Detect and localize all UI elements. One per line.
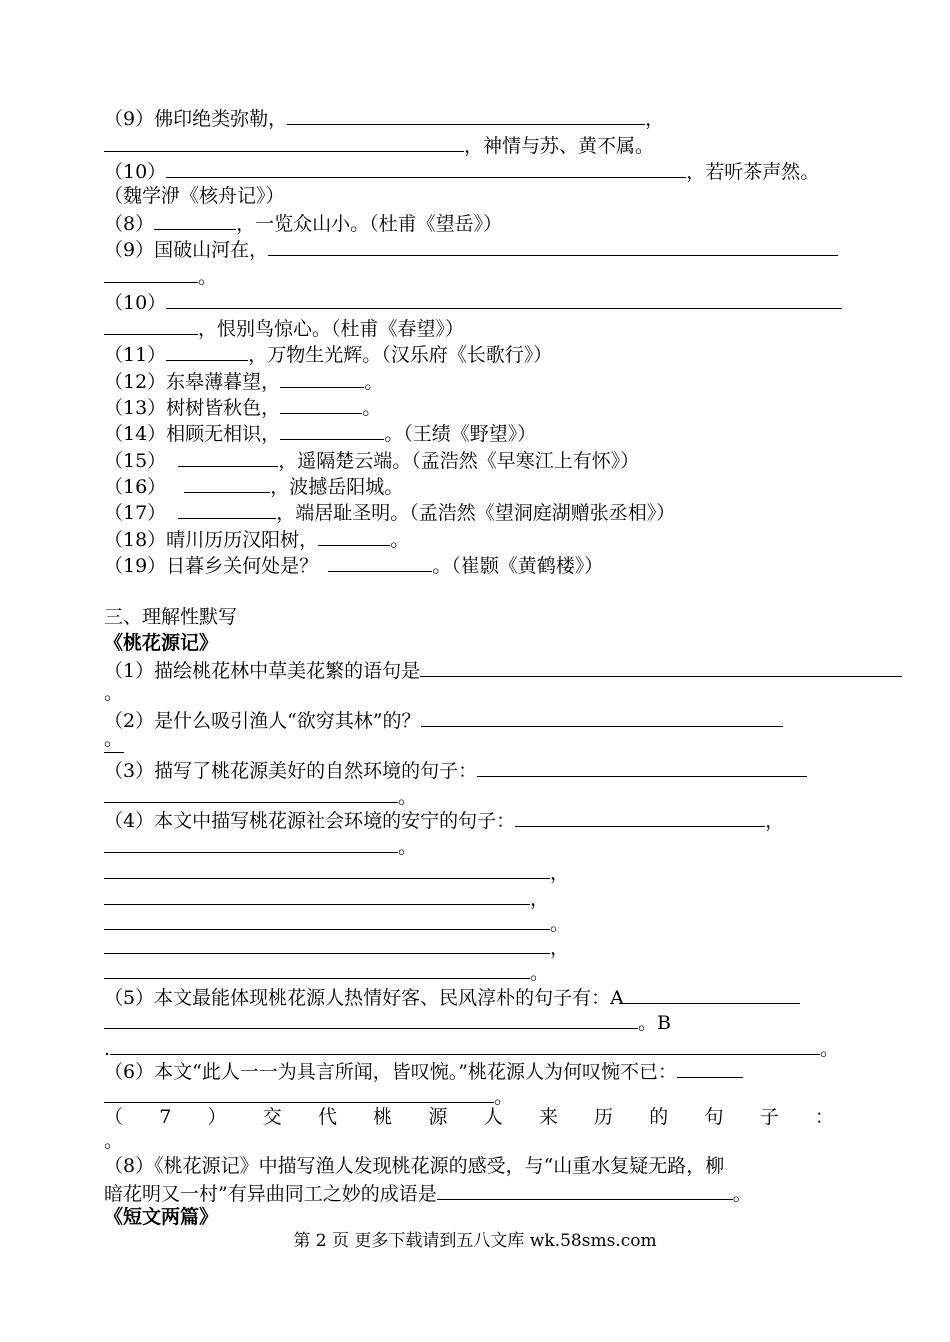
answer-line: ， <box>104 933 569 959</box>
question-7: （ 7 ） 交 代 桃 源 人 来 历 的 句 子 ： <box>104 1106 834 1128</box>
line-10-tea: （10） ，若听茶声然。 <box>104 157 819 183</box>
answer-blank[interactable] <box>437 1179 733 1200</box>
answer-blank[interactable] <box>515 806 765 827</box>
line-9-foyin: （9）佛印绝类弥勒， ， <box>104 104 664 130</box>
answer-blank[interactable] <box>166 340 248 361</box>
answer-blank[interactable] <box>421 706 783 727</box>
answer-blank[interactable] <box>166 288 842 309</box>
line-9-cont: ，神情与苏、黄不属。 <box>104 131 654 157</box>
question-5-b: 。B <box>104 1008 671 1034</box>
answer-blank[interactable] <box>104 832 398 853</box>
question-2-end <box>104 728 124 758</box>
question-6: （6）本文“此人一一为具言所闻，皆叹惋。”桃花源人为何叹惋不已： <box>104 1057 743 1083</box>
answer-blank[interactable] <box>178 446 278 467</box>
answer-blank[interactable] <box>104 958 530 979</box>
line-15: （15） ，遥隔楚云端。（孟浩然《早寒江上有怀》） <box>104 446 639 472</box>
answer-blank[interactable] <box>104 1008 638 1029</box>
question-1-end: 。 <box>104 682 124 704</box>
question-8-line1: （8）《桃花源记》中描写渔人发现桃花源的感受，与“山重水复疑无路，柳 <box>104 1155 725 1177</box>
answer-blank[interactable] <box>104 314 198 335</box>
answer-blank[interactable] <box>280 419 384 440</box>
answer-blank[interactable] <box>104 131 464 152</box>
answer-blank[interactable] <box>477 756 807 777</box>
answer-line: ， <box>104 884 549 910</box>
line-19: （19）日暮乡关何处是？ 。（崔颢《黄鹤楼》） <box>104 551 603 577</box>
line-18: （18）晴川历历汉阳树， 。 <box>104 525 409 551</box>
question-3: （3）描写了桃花源美好的自然环境的句子： <box>104 756 807 782</box>
answer-line: 。 <box>104 909 569 935</box>
answer-blank[interactable] <box>420 656 902 677</box>
answer-blank[interactable] <box>328 551 432 572</box>
source-hezhouji: （魏学洢《核舟记》） <box>104 185 285 207</box>
answer-blank[interactable] <box>104 884 530 905</box>
question-5: （5）本文最能体现桃花源人热情好客、民风淳朴的句子有：A <box>104 983 800 1009</box>
section-title: 三、理解性默写 <box>104 606 238 628</box>
question-5-cont: . 。 <box>104 1034 839 1060</box>
answer-blank[interactable] <box>184 472 270 493</box>
answer-blank[interactable] <box>280 367 364 388</box>
line-12: （12）东皋薄暮望， 。 <box>104 367 383 393</box>
answer-blank[interactable] <box>280 393 362 414</box>
answer-blank[interactable] <box>318 525 390 546</box>
answer-blank[interactable] <box>178 498 276 519</box>
subsection-duanwen: 《短文两篇》 <box>104 1206 219 1228</box>
line-8-wangyue: （8） ，一览众山小。（杜甫《望岳》） <box>104 209 502 235</box>
answer-blank[interactable] <box>624 983 800 1004</box>
answer-blank[interactable] <box>268 235 838 256</box>
line-14: （14）相顾无相识， 。（王绩《野望》） <box>104 419 536 445</box>
answer-blank[interactable] <box>104 933 550 954</box>
subsection-taohuayuanji: 《桃花源记》 <box>104 632 219 654</box>
line-10-cont: ，恨别鸟惊心。（杜甫《春望》） <box>104 314 464 340</box>
line-10-chunwang: （10） <box>104 288 842 314</box>
question-4: （4）本文中描写桃花源社会环境的安宁的句子： ， <box>104 806 784 832</box>
line-17: （17） ，端居耻圣明。（孟浩然《望洞庭湖赠张丞相》） <box>104 498 675 524</box>
line-16: （16） ，波撼岳阳城。 <box>104 472 403 498</box>
answer-line: 。 <box>104 958 549 984</box>
question-6-cont: 。 <box>104 1082 513 1108</box>
answer-blank[interactable]: 。 <box>104 732 124 753</box>
question-7-end: 。 <box>104 1130 124 1152</box>
question-1: （1）描绘桃花林中草美花繁的语句是 <box>104 656 902 682</box>
answer-blank[interactable] <box>104 1082 494 1103</box>
answer-blank[interactable] <box>104 782 398 803</box>
line-11: （11） ，万物生光辉。（汉乐府《长歌行》） <box>104 340 552 366</box>
answer-blank[interactable] <box>287 104 645 125</box>
answer-line: ， <box>104 858 569 884</box>
answer-blank[interactable] <box>104 858 550 879</box>
question-3-cont: 。 <box>104 782 417 808</box>
answer-blank[interactable] <box>166 157 686 178</box>
question-2: （2）是什么吸引渔人“欲穷其林”的？ <box>104 706 783 732</box>
line-9-cont2: 。 <box>104 262 217 288</box>
answer-blank[interactable] <box>677 1057 743 1078</box>
answer-blank[interactable] <box>104 909 550 930</box>
answer-blank[interactable] <box>104 262 198 283</box>
line-9-guopo: （9）国破山河在， <box>104 235 838 261</box>
question-4-cont: 。 <box>104 832 417 858</box>
question-8-line2: 暗花明又一村”有异曲同工之妙的成语是 。 <box>104 1179 752 1205</box>
answer-blank[interactable] <box>154 209 236 230</box>
line-13: （13）树树皆秋色， 。 <box>104 393 381 419</box>
page-footer: 第 2 页 更多下载请到五八文库 wk.58sms.com <box>293 1231 657 1251</box>
answer-blank[interactable] <box>110 1034 820 1055</box>
